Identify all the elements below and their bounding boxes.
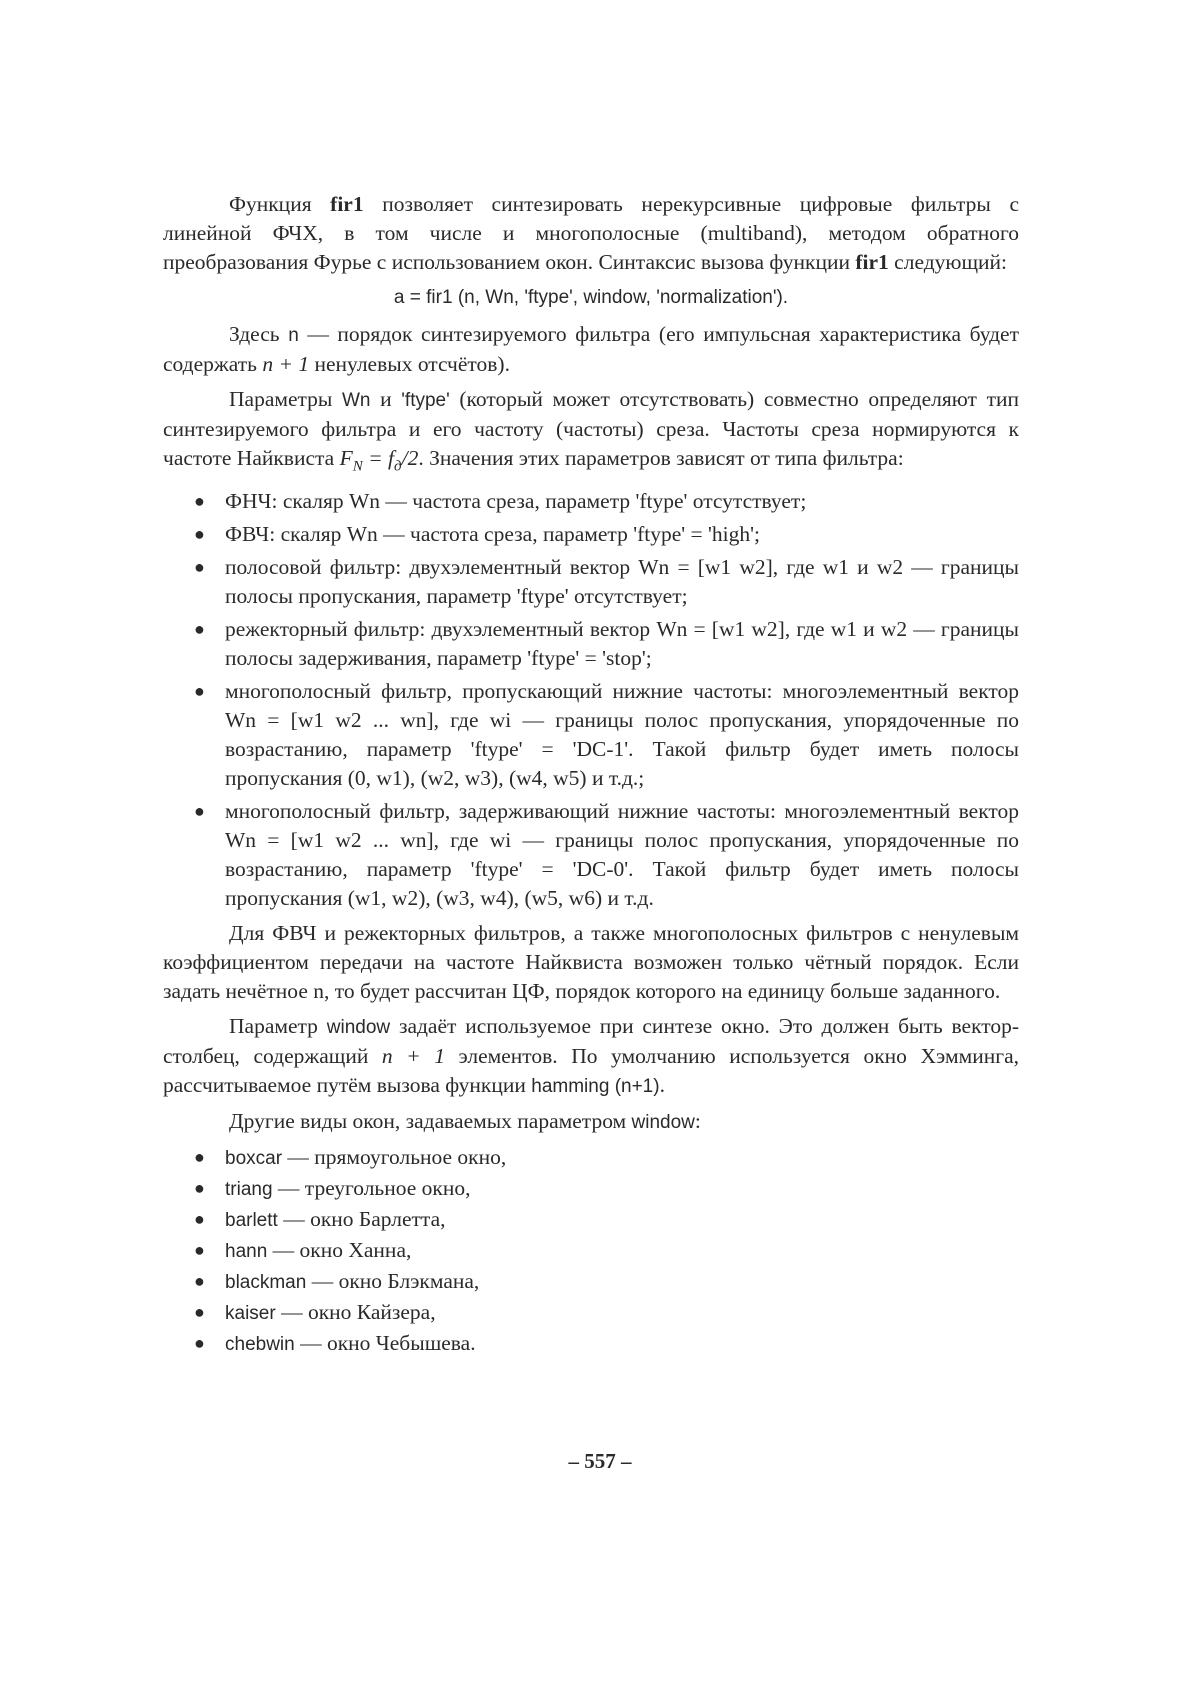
math-expression: n + 1 bbox=[381, 1044, 445, 1069]
param-name: 'ftype' bbox=[401, 390, 450, 411]
list-item-text: полосовой фильтр: двухэлементный вектор Wn = [w1 w2], где w1 и w2 — границы полосы пропускания, параметр 'ftype' отсутствует; bbox=[225, 555, 1019, 609]
list-item-text: ФВЧ: скаляр Wn — частота среза, параметр 'ftype' = 'high'; bbox=[225, 522, 760, 547]
bullet-icon: ● bbox=[194, 1271, 205, 1292]
list-item bbox=[163, 1236, 1019, 1266]
text-run: Другие виды окон, задаваемых параметром bbox=[229, 1109, 632, 1134]
bullet-icon: ● bbox=[194, 524, 205, 545]
list-item bbox=[163, 1298, 1019, 1328]
text-run: позволяет синтезировать нерекурсивные цифровые фильтры с линейной ФЧХ, в том числе и многополосные (multiband), методом обратного преобразования Фурье с использованием окон. Синтаксис вызова функции bbox=[163, 192, 1019, 274]
params-paragraph bbox=[163, 385, 1019, 481]
param-name: window bbox=[326, 1017, 391, 1039]
list-item bbox=[163, 1267, 1019, 1297]
even-order-paragraph: Для ФВЧ и режекторных фильтров, а также многополосных фильтров с ненулевым коэффициентом передачи на частоте Найквиста возможен только чётный порядок. Если задать нечётное n, то будет рассчитан ЦФ, порядок которого на единицу больше заданного. bbox=[163, 921, 1019, 1004]
list-item bbox=[163, 1174, 1019, 1204]
math-symbol: = f bbox=[362, 446, 395, 470]
math-expression: n + 1 bbox=[262, 352, 310, 376]
math-symbol: F bbox=[339, 446, 353, 470]
list-item bbox=[163, 487, 1019, 516]
function-name: fir1 bbox=[855, 250, 889, 274]
text-run: . Значения этих параметров зависят от типа фильтра: bbox=[418, 446, 904, 470]
param-name: n bbox=[288, 325, 299, 346]
function-call: hamming (n+1) bbox=[531, 1076, 660, 1098]
window-types-intro bbox=[163, 1107, 1019, 1137]
list-item bbox=[163, 1205, 1019, 1235]
list-item-text: многополосный фильтр, задерживающий нижние частоты: многоэлементный вектор Wn = [w1 w2 ... wn], где wi — границы полос пропускания, упорядоченные по возрастанию, параметр 'ftype' = 'DC-0'. Такой фильтр будет иметь полосы пропускания (w1, w2), (w3, w4), (w5, w6) и т.д. bbox=[225, 799, 1019, 911]
bullet-icon: ● bbox=[194, 1302, 205, 1323]
text-run: Функция bbox=[229, 192, 331, 216]
list-item bbox=[163, 520, 1019, 549]
window-description: — треугольное окно, bbox=[272, 1176, 471, 1201]
bullet-icon: ● bbox=[194, 681, 205, 702]
order-paragraph bbox=[163, 320, 1019, 379]
text-run: следующий: bbox=[888, 250, 1007, 274]
text-run: Здесь bbox=[229, 322, 289, 346]
list-item bbox=[163, 797, 1019, 913]
window-types-list bbox=[163, 1143, 1019, 1359]
text-run: . bbox=[659, 1073, 665, 1098]
text-run: Параметры bbox=[229, 387, 342, 411]
window-name: boxcar bbox=[225, 1148, 283, 1170]
list-item bbox=[163, 1329, 1019, 1359]
list-item bbox=[163, 553, 1019, 611]
list-item bbox=[163, 677, 1019, 793]
math-subscript: д bbox=[394, 458, 402, 475]
window-name: kaiser bbox=[225, 1303, 276, 1325]
math-subscript: N bbox=[352, 458, 363, 475]
param-name: window bbox=[631, 1112, 695, 1134]
text-run: и bbox=[370, 387, 402, 411]
document-page bbox=[163, 190, 1019, 1365]
window-name: triang bbox=[225, 1179, 273, 1201]
bullet-icon: ● bbox=[194, 619, 205, 640]
window-name: blackman bbox=[225, 1272, 307, 1294]
window-description: — прямоугольное окно, bbox=[282, 1145, 507, 1170]
math-symbol: /2 bbox=[401, 446, 419, 470]
window-name: barlett bbox=[225, 1210, 278, 1232]
bullet-icon: ● bbox=[194, 1147, 205, 1168]
nyquist-formula bbox=[339, 446, 419, 475]
page-number: – 557 – bbox=[568, 1449, 632, 1473]
bullet-icon: ● bbox=[194, 491, 205, 512]
list-item-text: многополосный фильтр, пропускающий нижние частоты: многоэлементный вектор Wn = [w1 w2 ... wn], где wi — границы полос пропускания, упорядоченные по возрастанию, параметр 'ftype' = 'DC-1'. Такой фильтр будет иметь полосы пропускания (0, w1), (w2, w3), (w4, w5) и т.д.; bbox=[225, 679, 1019, 791]
bullet-icon: ● bbox=[194, 1178, 205, 1199]
text-run: (который может отсутствовать) совместно определяют тип синтезируемого фильтра и его частоту (частоты) среза. Частоты среза нормируются к частоте Найквиста bbox=[163, 387, 1019, 470]
text-run: — порядок синтезируемого фильтра (его импульсная характеристика будет содержать bbox=[163, 322, 1019, 376]
window-description: — окно Ханна, bbox=[267, 1238, 412, 1263]
bullet-icon: ● bbox=[194, 801, 205, 822]
param-name: Wn bbox=[342, 390, 371, 411]
text-run: : bbox=[694, 1109, 701, 1134]
list-item bbox=[163, 615, 1019, 673]
bullet-icon: ● bbox=[194, 1209, 205, 1230]
list-item bbox=[163, 1143, 1019, 1173]
list-item-text: ФНЧ: скаляр Wn — частота среза, параметр 'ftype' отсутствует; bbox=[225, 489, 807, 514]
syntax-line: a = fir1 (n, Wn, 'ftype', window, 'normalization'). bbox=[393, 287, 789, 308]
list-item-text: режекторный фильтр: двухэлементный вектор Wn = [w1 w2], где w1 и w2 — границы полосы задерживания, параметр 'ftype' = 'stop'; bbox=[225, 617, 1019, 671]
window-paragraph bbox=[163, 1012, 1019, 1101]
function-name: fir1 bbox=[330, 192, 364, 216]
intro-paragraph bbox=[163, 190, 1019, 277]
window-description: — окно Кайзера, bbox=[275, 1300, 436, 1325]
bullet-icon: ● bbox=[194, 1240, 205, 1261]
text-run: задаёт используемое при синтезе окно. Это должен быть вектор-столбец, содержащий bbox=[163, 1014, 1020, 1069]
window-name: hann bbox=[225, 1241, 268, 1263]
text-run: ненулевых отсчётов). bbox=[309, 352, 510, 376]
window-description: — окно Барлетта, bbox=[277, 1207, 446, 1232]
window-description: — окно Блэкмана, bbox=[306, 1269, 480, 1294]
bullet-icon: ● bbox=[194, 557, 205, 578]
text-run: Параметр bbox=[229, 1014, 327, 1039]
bullet-icon: ● bbox=[194, 1333, 205, 1354]
text-run: элементов. По умолчанию используется окно Хэмминга, рассчитываемое путём вызова функции bbox=[163, 1044, 1019, 1098]
window-name: chebwin bbox=[225, 1334, 295, 1356]
filter-types-list bbox=[163, 487, 1019, 913]
window-description: — окно Чебышева. bbox=[294, 1331, 476, 1356]
